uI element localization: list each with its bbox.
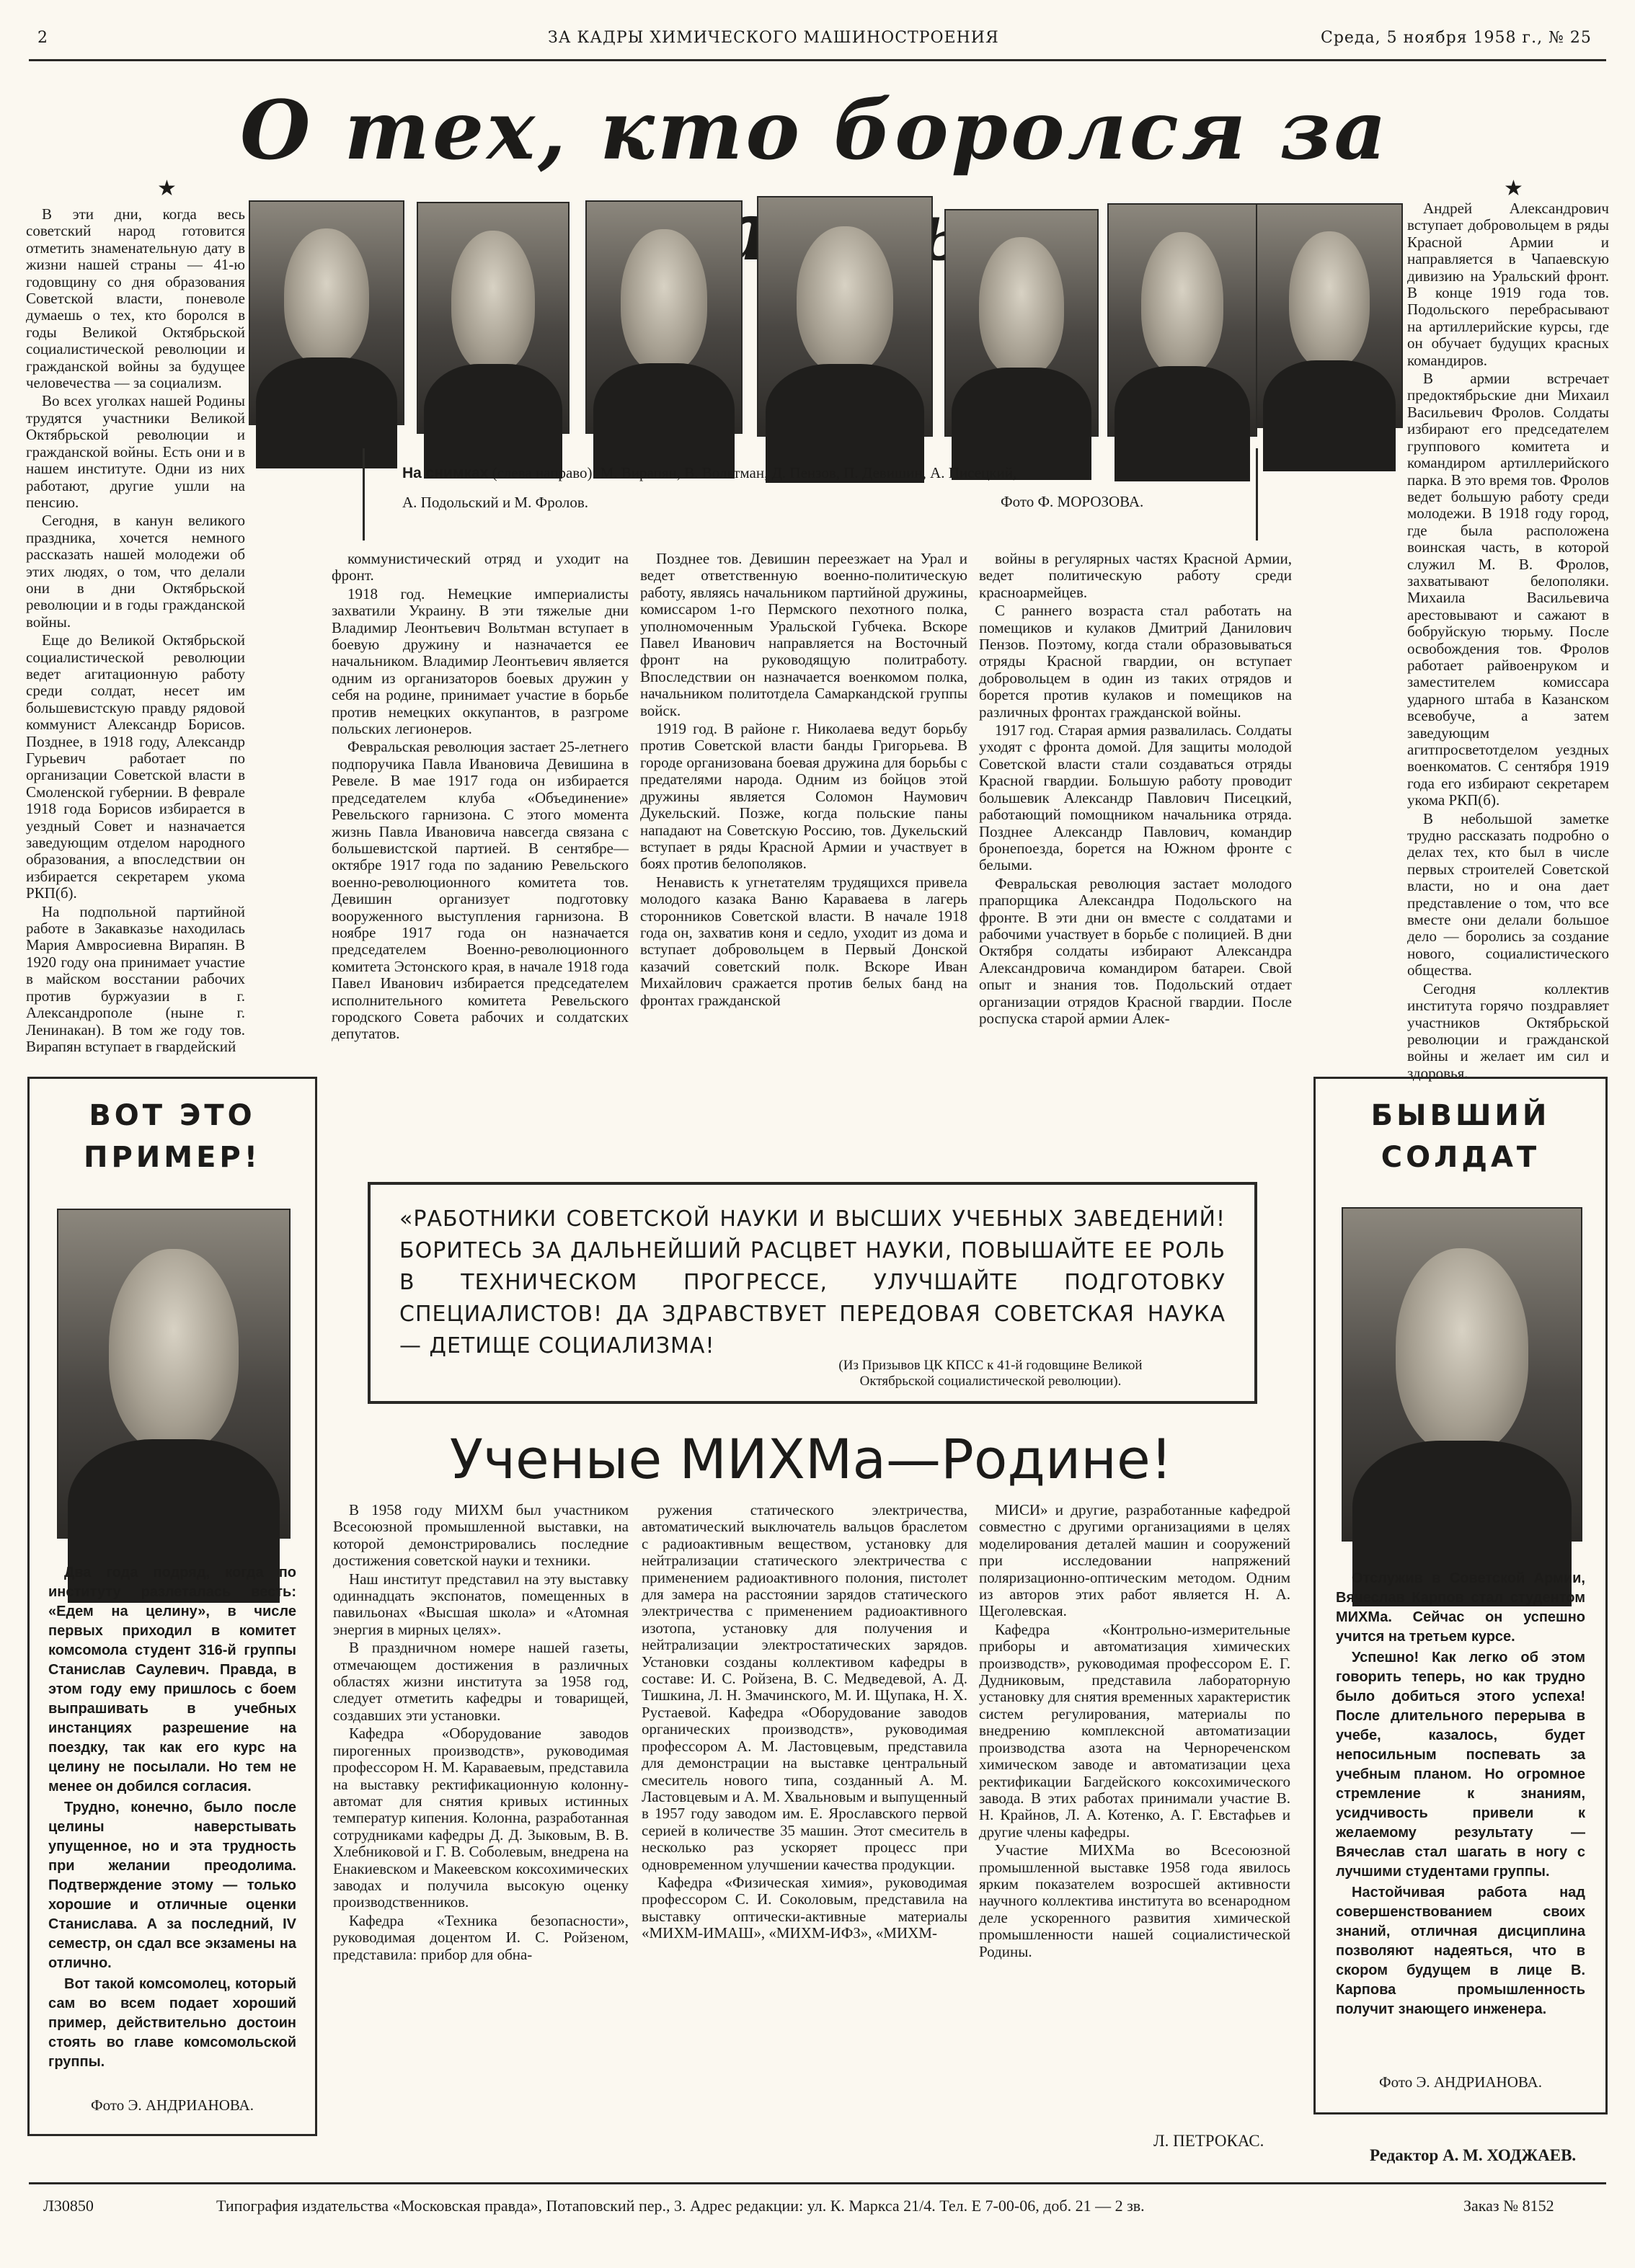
photo-credit: Фото Э. АНДРИАНОВА. (1379, 2073, 1542, 2091)
story-column-2: Позднее тов. Девишин переезжает на Урал и ведет ответственную военно-политическую работу, являясь начальником партийной дружины, комиссаром 1-го Пермского пехотного полка, уполномоченным Уральской Губчека. Вскоре Павел Иванович направляется на Восточный фронт на руководящую политработу. Впоследствии он назначается военкомом полка, начальником политотдела Самаркандской группы войск. 1919 год. В районе г. Николаева ведут борьбу против Советской власти банды Григорьева. В городе организована боевая дружина для борьбы с предателями народа. Одним из бойцов этой дружины является Соломон Наумович Дукельский. Позже, когда польские паны нападают на Советскую Россию, тов. Дукельский вступает в ряды Красной Армии и участвует в боях против белополяков. Ненависть к угнетателям трудящихся привела молодого казака Ваню Караваева в лагерь сторонников Советской власти. В начале 1918 года он, захватив коня и седло, уходит из дома и вступает добровольцем в Первый Донской казачий советский полк. Вскоре Иван Михайлович сражается против белых банд на фронтах гражданской (640, 550, 967, 1009)
star-icon: ★ (1504, 176, 1523, 201)
header-rule (29, 59, 1606, 61)
slogan-source: (Из Призывов ЦК КПСС к 41-й годовщине Великой Октябрьской социалистической революции). (838, 1358, 1143, 1389)
science-column-2: ружения статического электричества, автоматический выключатель вальцов браслетом с радиоактивным веществом, установку для нейтрализации статического электричества с применением радиоактивного полония, пистолет для замера на расстоянии зарядов статического электричества с применением радиоактивного изотопа, установку для получения и нейтрализации электростатических зарядов. Установки созданы коллективом кафедры в составе: И. С. Ройзена, В. С. Медведевой, А. Д. Тишкина, Л. Н. Змачинского, М. И. Щупака, Н. Х. Рустаевой. Кафедра «Оборудование заводов органических производств», руководимая профессором А. М. Ластовцевым, представила для демонстрации на выставке центральный смеситель нового типа, созданный А. М. Ластовцевым и А. М. Хвальновым и выпущенный в 1957 году заводом им. Е. Ярославского первой серией в количестве 35 машин. Этот смеситель в несколько раз ускоряет процесс при одновременном улучшении качества продукции. Кафедра «Физическая химия», руководимая профессором С. И. Соколовым, представила на выставку оптически-активные материалы «МИХМ-ИМАШ», «МИХМ-ИФЗ», «МИХМ- (642, 1501, 967, 1942)
subheadline: Ученые МИХМа—Родине! (449, 1427, 1173, 1491)
sidebar-left-title: ВОТ ЭТО ПРИМЕР! (84, 1099, 261, 1174)
masthead: ЗА КАДРЫ ХИМИЧЕСКОГО МАШИНОСТРОЕНИЯ (548, 29, 999, 47)
star-icon: ★ (157, 176, 177, 201)
sidebar-right-title: БЫВШИЙ СОЛДАТ (1370, 1099, 1551, 1174)
page-number: 2 (37, 29, 48, 47)
story-column-1: коммунистический отряд и уходит на фронт. 1918 год. Немецкие империалисты захватили Украину. В эти тяжелые дни Владимир Леонтьевич Вольтман вступает в боевую дружину и назначается ее начальником. Владимир Леонтьевич является одним из организаторов боевых дружин у себя на родине, принимает участие в борьбе против немецких оккупантов, в разгроме польских легионеров. Февральская революция застает 25-летнего подпоручика Павла Ивановича Девишина в Ревеле. В мае 1917 года он избирается председателем клуба «Объединение» Ревельского гарнизона. С этого момента жизнь Павла Ивановича навсегда связана с большевистской партией. В сентябре—октябре 1917 года по заданию Ревельского военно-революционного комитета тов. Девишин организует подготовку вооруженного выступления гарнизона. В ноябре 1917 года он назначается председателем Военно-революционного комитета Эстонского края, в начале 1918 года Павел Иванович избирается председателем исполнительного комитета Ревельского городского Совета рабочих и солдатских депутатов. (332, 550, 629, 1043)
science-column-1: В 1958 году МИХМ был участником Всесоюзной промышленной выставки, на которой демонстрировались последние достижения советской науки и техники. Наш институт представил на эту выставку одиннадцать экспонатов, помещенных в павильонах «Высшая школа» и «Атомная энергия в мирных целях». В праздничном номере нашей газеты, отмечающем достижения в различных областях жизни института за 1958 год, следует отметить кафедры и товарищей, создавших эти установки. Кафедра «Оборудование заводов пирогенных производств», руководимая профессором Н. М. Караваевым, представила на выставку ректификационную колонну-автомат для снятия кривых истинных температур кипения. Колонна, разработанная сотрудниками кафедры Д. Д. Зыковым, В. В. Хлебниковой и Г. В. Соболевым, внедрена на Енакиевском и Макеевском коксохимических заводах и получила высокую оценку производственников. Кафедра «Техника безопасности», руководимая доцентом И. С. Ройзеном, представила: прибор для обна- (333, 1501, 629, 1963)
footer-code: Л30850 (43, 2197, 94, 2215)
footer-rule (29, 2182, 1606, 2184)
intro-column-left: В эти дни, когда весь советский народ готовится отметить знаменательную дату в жизни нашей страны — 41-ю годовщину со дня образования Советской власти, поневоле думаешь о тех, кто боролся в годы Великой Октябрьской социалистической революции и гражданской войны за будущее человечества — за социализм. Во всех уголках нашей Родины трудятся участники Великой Октябрьской революции и гражданской войны. Есть они и в нашем институте. Одни из них работают, другие ушли на пенсию. Сегодня, в канун великого праздника, хочется немного рассказать нашей молодежи об этих людях, о том, что делали они в дни Октябрьской революции и в годы гражданской войны. Еще до Великой Октябрьской социалистической революции ведет агитационную работу среди солдат, несет им большевистскую правду рядовой коммунист Александр Борисов. Позднее, в 1918 году, Александр Гурьевич работает по организации Советской власти в Смоленской губернии. В феврале 1918 года Борисов избирается в уездный Совет и назначается заведующим отделом народного образования, а впоследствии он избирается секретарем укома РКП(б). На подпольной партийной работе в Закавказье находилась Мария Амвросиевна Вирапян. В 1920 году она принимает участие в майском восстании рабочих против буржуазии в г. Александрополе (ныне г. Ленинакан). В том же году тов. Вирапян вступает в гвардейский (26, 205, 245, 1055)
photo-caption: На снимках (слева направо): М. Вирапян, В. Вольтман, Д. Пензов, П. Девишин, А. Писецкий, А. Подольский и М. Фролов. Фото Ф. МОРОЗОВА. (363, 448, 1258, 541)
story-column-3: войны в регулярных частях Красной Армии, ведет политическую работу среди красноармейцев. С раннего возраста стал работать на помещиков и кулаков Дмитрий Данилович Пензов. Поэтому, когда стали образовываться отряды Красной гвардии, он вступает добровольцем в один из таких отрядов и борется против кулаков и помещиков на различных фронтах гражданской войны. 1917 год. Старая армия развалилась. Солдаты уходят с фронта домой. Для защиты молодой Советской власти стали создаваться отряды Красной гвардии. Большую работу проводит большевик Александр Павлович Писецкий, работающий помощником начальника отряда. Позднее Александр Павлович, командир бронепоезда, борется на Южном фронте с белыми. Февральская революция застает молодого прапорщика Александра Подольского на фронте. В эти дни он вместе с солдатами и рабочими участвует в борьбе с полицией. В дни Октября солдаты избирают Александра Александровича командиром батареи. Свой опыт и знания тов. Подольский отдает организации отрядов Красной гвардии. После роспуска старой армии Алек- (979, 550, 1292, 1027)
science-column-3: МИСИ» и другие, разработанные кафедрой совместно с другими организациями в целях моделирования деталей машин и сооружений при исследовании напряжений поляризационно-оптическим методом. Одним из авторов этих работ является Н. А. Щеголевская. Кафедра «Контрольно-измерительные приборы и автоматизация химических производств», руководимая профессором Е. Г. Дудниковым, представила лабораторную установку для снятия временных характеристик систем регулирования, материалы по внедрению комплексной автоматизации производства азота на Чернореченском химическом заводе и автоматизации цеха ректификации Багдейского коксохимического завода. В этих работах принимали участие В. Н. Крайнов, Л. А. Котенко, А. Г. Евстафьев и другие члены кафедры. Участие МИХМа во Всесоюзной промышленной выставке 1958 года явилось ярким показателем возросшей активности научного коллектива института во всенародном деле ускоренного развития химической промышленности нашей социалистической Родины. (979, 1501, 1290, 1960)
portrait-piseckiy (944, 209, 1099, 437)
footer-order: Заказ № 8152 (1463, 2197, 1554, 2215)
headline: О тех, кто боролся за (239, 84, 1390, 178)
editor-signature: Редактор А. М. ХОДЖАЕВ. (1370, 2146, 1577, 2164)
sidebar-right-text: Отслужив в Советской Армии, Вячеслав Карпов стал студентом МИХМа. Сейчас он успешно учится на третьем курсе. Успешно! Как легко об этом говорить теперь, но как трудно было добиться этого успеха! После длительного перерыва в учебе, казалось, будет непосильным поспевать за учебным планом. Но огромное стремление к знаниям, усидчивость привели к желаемому результату — Вячеслав стал шагать в ногу с лучшими студентами группы. Настойчивая работа над совершенствованием своих знаний, отличная дисциплина позволяют надеяться, что в скором будущем в лице В. Карпова промышленность получит знающего инженера. (1336, 1570, 1585, 2017)
portrait-frolov (1256, 203, 1403, 428)
sidebar-left-text: Два года подряд, когда по институту разлеталась весть: «Едем на целину», в числе первых приходил в комитет комсомола студент 316-й группы Станислав Саулевич. Правда, в этом году ему пришлось с боем выпрашивать в учебных инстанциях разрешение на поездку, так как его курс на целину не посылали. Но тем не менее он добился согласия. Трудно, конечно, было после целины наверстывать упущенное, но и эта трудность при желании преодолима. Подтверждение этому — только хорошие и отличные оценки Станислава. А за последний, IV семестр, он сдал все экзамены на отлично. Вот такой комсомолец, который сам во всем подает хороший пример, действительно достоин стоять во главе комсомольской группы. (48, 1565, 296, 2070)
student-photo-karpov (1342, 1207, 1582, 1542)
portrait-virapyan (249, 200, 404, 425)
slogan-box (368, 1182, 1257, 1404)
footer-imprint: Типография издательства «Московская правда», Потаповский пер., 3. Адрес редакции: ул. К. Маркса 21/4. Тел. Е 7-00-06, доб. 21 — 2 зв. (216, 2197, 1145, 2215)
portrait-devishin (757, 196, 933, 437)
portrait-penzov (585, 200, 743, 434)
student-photo-saulevich (57, 1209, 291, 1539)
portrait-voltman (417, 202, 570, 434)
sidebar-box-right (1313, 1077, 1608, 2114)
portrait-podolskiy (1107, 203, 1257, 437)
slogan-text: «РАБОТНИКИ СОВЕТСКОЙ НАУКИ И ВЫСШИХ УЧЕБНЫХ ЗАВЕДЕНИЙ! БОРИТЕСЬ ЗА ДАЛЬНЕЙШИЙ РАСЦВЕТ НАУКИ, ПОВЫШАЙТЕ ЕЕ РОЛЬ В ТЕХНИЧЕСКОМ ПРОГРЕССЕ, УЛУЧШАЙТЕ ПОДГОТОВКУ СПЕЦИАЛИСТОВ! ДА ЗДРАВСТВУЕТ ПЕРЕДОВАЯ СОВЕТСКАЯ НАУКА — ДЕТИЩЕ СОЦИАЛИЗМА! (399, 1206, 1226, 1358)
intro-column-right: Андрей Александрович вступает добровольцем в ряды Красной Армии и направляется в Чапаевскую дивизию на Уральский фронт. В конце 1919 года тов. Подольского перебрасывают на артиллерийские курсы, где он обучает будущих красных командиров. В армии встречает предоктябрьские дни Михаил Васильевич Фролов. Солдаты избирают его председателем группового комитета и командиром артиллерийского парка. В это время тов. Фролов ведет большую работу среди молодежи. В 1918 году город, где была расположена воинская часть, в которой служил М. В. Фролов, захватывают белополяки. Михаила Васильевича арестовывают и сажают в бобруйскую тюрьму. После освобождения тов. Фролов работает райвоенруком и заместителем комиссара ударного штаба в Казанском всевобуче, а затем заведующим агитпросветотделом уездных военкоматов. С сентября 1919 года его избирают секретарем укома РКП(б). В небольшой заметке трудно рассказать подробно о делах тех, кто был в числе первых строителей Советской власти, но и она дает представление о том, что все вместе они делали большое дело — боролись за создание нового, социалистического общества. Сегодня коллектив института горячо поздравляет участников Октябрьской революции и гражданской войны и желает им сил и здоровья. (1407, 200, 1609, 1082)
photo-credit: Фото Э. АНДРИАНОВА. (91, 2096, 254, 2114)
issue-date: Среда, 5 ноября 1958 г., № 25 (1321, 29, 1592, 47)
article-signature: Л. ПЕТРОКАС. (1153, 2132, 1264, 2150)
sidebar-box-left (27, 1077, 317, 2136)
